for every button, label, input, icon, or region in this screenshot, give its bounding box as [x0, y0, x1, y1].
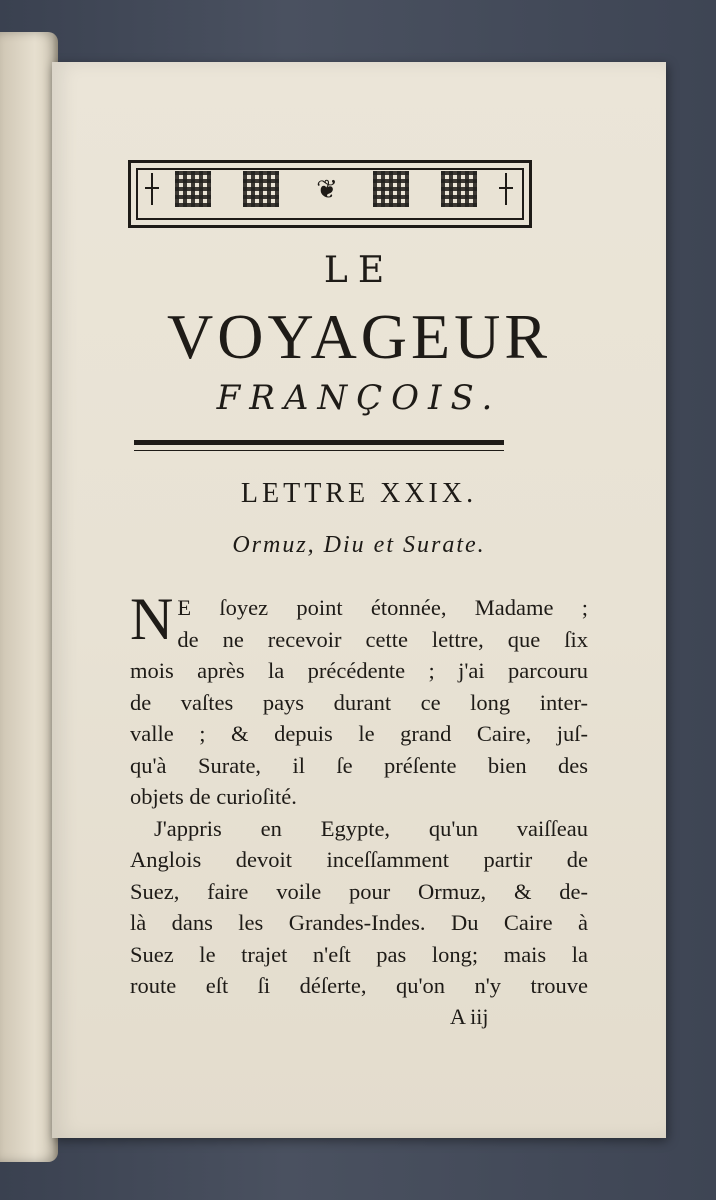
lattice-ornament-icon: [243, 171, 279, 207]
text-line: de vaſtes pays durant ce long inter-: [130, 689, 588, 715]
lattice-ornament-icon: [373, 171, 409, 207]
text-line: de ne recevoir cette lettre, que ſix: [177, 626, 588, 652]
text-line: qu'à Surate, il ſe préſente bien des: [130, 752, 588, 778]
title-rule-thick: [134, 440, 504, 445]
letter-heading: LETTRE XXIX.: [240, 478, 478, 509]
page-title: VOYAGEUR: [167, 301, 551, 372]
text-line: valle ; & depuis le grand Caire, juſ-: [130, 721, 588, 746]
drop-capital: N: [130, 586, 174, 652]
lattice-ornament-icon: [175, 171, 211, 207]
text-line: Anglois devoit inceſſamment partir de: [130, 847, 588, 872]
facing-page-edge: [0, 32, 58, 1162]
title-article: LE: [323, 250, 395, 291]
text-line: Suez, faire voile pour Ormuz, & de-: [130, 878, 588, 904]
book-page: [52, 62, 666, 1138]
signature-mark: A iij: [450, 1004, 489, 1029]
text-line: J'appris en Egypte, qu'un vaiſſeau: [154, 815, 588, 841]
letter-body: [130, 586, 588, 1002]
letter-places: Ormuz, Diu et Surate.: [232, 532, 486, 558]
lattice-ornament-icon: [441, 171, 477, 207]
text-line: Suez le trajet n'eſt pas long; mais la: [130, 941, 588, 967]
text-line: là dans les Grandes-Indes. Du Caire à: [130, 910, 588, 935]
text-line: route eſt ſi déſerte, qu'on n'y trouve: [130, 973, 588, 998]
fleuron-icon: ❦: [316, 175, 338, 205]
cross-ornament-icon: [499, 173, 513, 205]
text-line: E ſoyez point étonnée, Madame ;: [177, 595, 588, 620]
cross-ornament-icon: [145, 173, 159, 205]
ornament-banner: [128, 160, 532, 228]
text-line: mois après la précédente ; j'ai parcouru: [130, 658, 588, 683]
title-rule-thin: [134, 450, 504, 451]
text-line: objets de curioſité.: [130, 784, 297, 809]
title-subtitle: FRANÇOIS.: [216, 378, 502, 418]
